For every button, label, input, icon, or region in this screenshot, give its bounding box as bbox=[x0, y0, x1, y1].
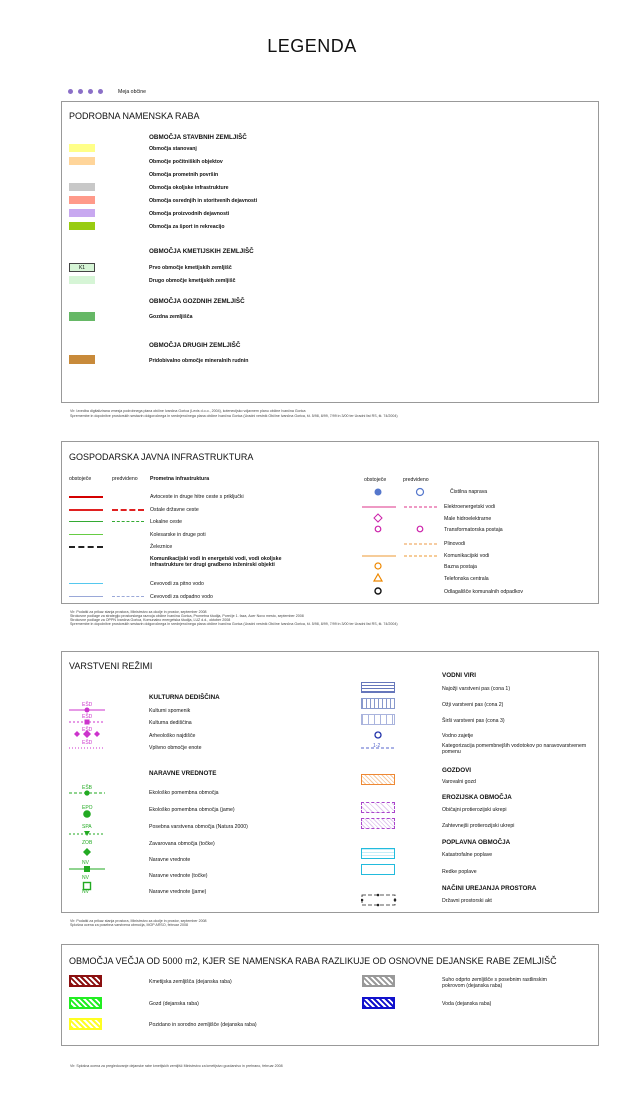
nacin-label: Državni prostorski akt bbox=[442, 898, 492, 904]
k1-swatch: K1 bbox=[69, 263, 95, 272]
hydro-icon bbox=[374, 514, 382, 522]
promet-label: Lokalne ceste bbox=[150, 519, 183, 525]
source-note: Vir: Splošna ocena za pregledovanje dejanske rabe kmetijskih zemljišč Ministrstvo za kmetijstvo gozdarstvo in prehrano, februar 2008 bbox=[70, 1064, 283, 1068]
vodni-heading: VODNI VIRI bbox=[442, 672, 476, 679]
wwtp-planned-icon bbox=[417, 489, 424, 496]
col-existing: obstoječe bbox=[69, 476, 92, 482]
panel-actual-use bbox=[61, 944, 599, 1046]
protected-point-icon bbox=[83, 848, 91, 856]
actual-use-label: Pozidano in sorodno zemljišče (dejanska raba) bbox=[149, 1022, 257, 1028]
drugo-heading: OBMOČJA DRUGIH ZEMLJIŠČ bbox=[149, 342, 241, 349]
rail-line bbox=[69, 546, 103, 548]
panel-infrastructure bbox=[61, 441, 599, 604]
water-intake-icon bbox=[375, 732, 381, 738]
wwtp-existing-icon bbox=[375, 489, 382, 496]
kult-label: Arheološko najdišče bbox=[149, 733, 196, 739]
panel-protection-regimes bbox=[61, 651, 599, 913]
narav-code: ZOB bbox=[82, 840, 93, 846]
source-note: Vir: Izvedba digitalizirana vmesja podrobnega plana občine Ivančna Gorica (Lexis d.o.o., 2004), kotenecijsko vdjavnem planu občine Ivančna Gorica bbox=[70, 409, 306, 413]
k1-label: Prvo območje kmetijskih zemljišč bbox=[149, 265, 232, 271]
eroz-label: Zahtevnejši protierozijski ukrepi bbox=[442, 823, 515, 829]
gozd-heading: OBMOČJA GOZDNIH ZEMLJIŠČ bbox=[149, 298, 245, 305]
vodni-label: Vodno zajetje bbox=[442, 733, 474, 739]
promet-label: Kolesarske in druge poti bbox=[150, 532, 206, 538]
source-note: Vir: Podatki za prikaz stanja prostora, Ministrstvo za okolje in prostor, september 2008 bbox=[70, 919, 207, 923]
infra-label: Telefonska centrala bbox=[444, 576, 489, 582]
flood1-swatch bbox=[361, 848, 395, 859]
built-hatch-swatch bbox=[69, 1018, 102, 1030]
narav-label: Ekološko pomembna območja (jame) bbox=[149, 807, 235, 813]
panel-title: OBMOČJA VEČJA OD 5000 m2, KJER SE NAMENSKA RABA RAZLIKUJE OD OSNOVNE DEJANSKE RABE ZEMLJIŠČ bbox=[69, 956, 557, 966]
heritage-icon bbox=[85, 720, 90, 725]
panel-title: VARSTVENI REŽIMI bbox=[69, 661, 153, 671]
agri-hatch-swatch bbox=[69, 975, 102, 987]
stavbna-label: Območja stanovanj bbox=[149, 146, 197, 152]
promet-heading: Prometna infrastruktura bbox=[150, 476, 210, 482]
narav-label: Naravne vrednote bbox=[149, 857, 191, 863]
actual-use-label: Gozd (dejanska raba) bbox=[149, 1001, 199, 1007]
stavbna-heading: OBMOČJA STAVBNIH ZEMLJIŠČ bbox=[149, 134, 247, 141]
eroz-heading: EROZIJSKA OBMOČJA bbox=[442, 794, 512, 801]
nacin-heading: NAČINI UREJANJA PROSTORA bbox=[442, 885, 537, 892]
eco-area-icon bbox=[84, 790, 89, 795]
stavbna-label: Območja osrednjih in storitvenih dejavnosti bbox=[149, 198, 258, 204]
gozd-heading: GOZDOVI bbox=[442, 767, 472, 774]
swatch-proizvodne bbox=[69, 209, 95, 217]
path-line bbox=[69, 534, 103, 535]
narav-heading: NARAVNE VREDNOTE bbox=[149, 770, 217, 777]
kult-code: EŠD bbox=[82, 714, 93, 720]
actual-use-label: Voda (dejanska raba) bbox=[442, 1001, 492, 1007]
vodotok-code: 1-2 bbox=[373, 743, 381, 749]
stavbna-label: Območja proizvodnih dejavnosti bbox=[149, 211, 230, 217]
road-line bbox=[69, 509, 103, 511]
meja-label: Meja občine bbox=[118, 89, 146, 95]
infra-label: Elektroenergetski vodi bbox=[444, 504, 496, 510]
narav-code: NV bbox=[82, 889, 89, 895]
promet-label: Ostale državne ceste bbox=[150, 507, 199, 513]
kult-label: Kulturna dediščina bbox=[149, 720, 192, 726]
panel-title: GOSPODARSKA JAVNA INFRASTRUKTURA bbox=[69, 452, 254, 462]
col-existing: obstoječe bbox=[364, 477, 387, 483]
stavbna-label: Območja okoljske infrastrukture bbox=[149, 185, 229, 191]
popl-label: Redke poplave bbox=[442, 869, 477, 875]
narav-label: Posebna varstvena območja (Natura 2000) bbox=[149, 824, 248, 830]
narav-code: NV bbox=[82, 860, 89, 866]
forest-hatch-swatch bbox=[69, 997, 102, 1009]
vodni-label: Širši varstveni pas (cona 3) bbox=[442, 718, 505, 724]
road-line-planned bbox=[112, 509, 144, 511]
kult-label: Kulturni spomenik bbox=[149, 708, 191, 714]
natural-value-icon bbox=[84, 866, 90, 872]
infra-label: Komunikacijski vodi bbox=[444, 553, 490, 559]
source-note: Spremembe in dopolnitve prostorskih sestavin dolgoročnega in srednjeročnega plana občine Ivančna Gorica (Uradni vestnik Občine Ivančna Gorica, št. 5/98, 8/99, 7/99 in 3/00 ter Uradni list RS, št. 74/2004) bbox=[70, 414, 398, 418]
transformer-planned-icon bbox=[417, 526, 423, 532]
road-line bbox=[69, 496, 103, 498]
narav-label: Zavarovana območja (točke) bbox=[149, 841, 215, 847]
eco-cave-icon bbox=[83, 810, 91, 818]
drugo-swatch bbox=[69, 355, 95, 364]
source-note: Spremembe in dopolnitve prostorskih sestavin dolgoročnega in srednjeročnega plana občine Ivančna Gorica (Uradni vestnik Občine Ivančna Gorica, št. 5/98, 8/99, 7/99 in 3/00 ter Uradni list RS, št. 74/2004) bbox=[70, 622, 398, 626]
kult-label: Vplivno območje enote bbox=[149, 745, 202, 751]
kmetijska-heading: OBMOČJA KMETIJSKIH ZEMLJIŠČ bbox=[149, 248, 254, 255]
stavbna-label: Območje počitniških objektov bbox=[149, 159, 223, 165]
actual-use-label: Suho odprto zemljišče s posebnim rastlinskim pokrovom (dejanska raba) bbox=[442, 977, 547, 989]
vodni-label: Ožji varstveni pas (cona 2) bbox=[442, 702, 504, 708]
narav-label: Ekološko pomembna območja bbox=[149, 790, 219, 796]
eroz-label: Običajni protierozijski ukrepi bbox=[442, 807, 507, 813]
sewer-line-planned bbox=[112, 596, 144, 597]
actual-use-label: Kmetijska zemljišča (dejanska raba) bbox=[149, 979, 232, 985]
local-road-line bbox=[69, 521, 103, 522]
komunal-label: Cevovodi za pitno vodo bbox=[150, 581, 204, 587]
zone2-swatch bbox=[361, 698, 395, 709]
source-note: Splošna ocena za posebna varstvena območja, MOP ARSO, februar 2008 bbox=[70, 923, 188, 927]
infra-label: Plinovodi bbox=[444, 541, 466, 547]
protective-forest-swatch bbox=[361, 774, 395, 785]
promet-label: Avtoceste in druge hitre ceste s priključki bbox=[150, 494, 244, 500]
infra-label: Odlagališče komunalnih odpadkov bbox=[444, 589, 524, 595]
promet-label: Železnice bbox=[150, 544, 173, 550]
gozd-label: Gozdna zemljišča bbox=[149, 314, 193, 320]
panel-land-use bbox=[61, 101, 599, 403]
narav-code: NV bbox=[82, 875, 89, 881]
infra-label: Male hidroelektrarne bbox=[444, 516, 492, 522]
swatch-stanovanja bbox=[69, 144, 95, 152]
komunal-label: Cevovodi za odpadno vodo bbox=[150, 594, 213, 600]
dry-open-hatch-swatch bbox=[362, 975, 395, 987]
infra-label: Transformatorska postaja bbox=[444, 527, 503, 533]
stavbna-label: Območja za šport in rekreacijo bbox=[149, 224, 225, 230]
page-title: LEGENDA bbox=[267, 36, 357, 56]
kult-code: EŠD bbox=[82, 727, 93, 733]
sewer-line bbox=[69, 596, 103, 597]
swatch-sport bbox=[69, 222, 95, 230]
col-planned: predvideno bbox=[112, 476, 138, 482]
archaeology-icon bbox=[94, 731, 100, 737]
drugo-label: Pridobivalno območje mineralnih rudnin bbox=[149, 358, 249, 364]
source-note: Vir: Podatki za prikaz stanja prostora, Ministrstvo za okolje in prostor, september 2008 bbox=[70, 610, 207, 614]
narav-code: EŠB bbox=[82, 785, 93, 791]
swatch-osrednje bbox=[69, 196, 95, 204]
monument-icon bbox=[85, 708, 90, 713]
k2-label: Drugo območje kmetijskih zemljišč bbox=[149, 278, 236, 284]
infra-label: Bazna postaja bbox=[444, 564, 477, 570]
archaeology-icon bbox=[74, 731, 80, 737]
kult-code: EŠD bbox=[82, 702, 93, 708]
panel-title: PODROBNA NAMENSKA RABA bbox=[69, 111, 200, 121]
base-station-icon bbox=[375, 563, 381, 569]
narav-code: EPO bbox=[82, 805, 93, 811]
local-road-line-planned bbox=[112, 521, 144, 522]
water-pipe-line bbox=[69, 583, 103, 584]
k2-swatch bbox=[69, 276, 95, 284]
narav-label: Naravne vrednote (jame) bbox=[149, 889, 207, 895]
erosion1-swatch bbox=[361, 802, 395, 813]
col-planned: predvideno bbox=[403, 477, 429, 483]
narav-code: SPA bbox=[82, 824, 92, 830]
vodni-label: Kategorizacija pomembnejših vodotokov po naravovarstvenem pomenu bbox=[442, 743, 587, 755]
popl-label: Katastrofalne poplave bbox=[442, 852, 493, 858]
stavbna-label: Območja prometnih površin bbox=[149, 172, 219, 178]
erosion2-swatch bbox=[361, 818, 395, 829]
state-plan-box bbox=[362, 895, 395, 905]
state-plan-symbol bbox=[361, 893, 397, 907]
vodni-label: Najožji varstveni pas (cona 1) bbox=[442, 686, 511, 692]
gozd-label: Varovalni gozd bbox=[442, 779, 476, 785]
swatch-okoljska bbox=[69, 183, 95, 191]
zone1-swatch bbox=[361, 682, 395, 693]
zone3-swatch bbox=[361, 714, 395, 725]
kult-heading: KULTURNA DEDIŠČINA bbox=[149, 694, 220, 701]
narav-label: Naravne vrednote (točke) bbox=[149, 873, 208, 879]
infra-symbols bbox=[362, 486, 452, 601]
landfill-icon bbox=[375, 588, 381, 594]
transformer-existing-icon bbox=[375, 526, 381, 532]
water-hatch-swatch bbox=[362, 997, 395, 1009]
gozd-swatch bbox=[69, 312, 95, 321]
komunal-heading: Komunikacijski vodi in energetski vodi, vodi okoljske infrastrukture ter drugi gradbeno inženirski objekti bbox=[150, 556, 282, 568]
swatch-pocitniski bbox=[69, 157, 95, 165]
kult-code: EŠD bbox=[82, 740, 93, 746]
infra-label: Čistilna naprava bbox=[450, 489, 488, 495]
source-note: Strokovne podlage za OPPN Ivančna Gorica, Komunalno energetska študija, LUZ d.d., oktober 2008 bbox=[70, 618, 231, 622]
telephone-exchange-icon bbox=[374, 574, 382, 581]
flood2-swatch bbox=[361, 864, 395, 875]
source-note: Strokovne podlage za strategijo prostorskega razvoja občine Ivančna Gorica, Prometna študija, Porečje 1. faza, Acer Novo mesto, september 2008 bbox=[70, 614, 304, 618]
popl-heading: POPLAVNA OBMOČJA bbox=[442, 839, 511, 846]
